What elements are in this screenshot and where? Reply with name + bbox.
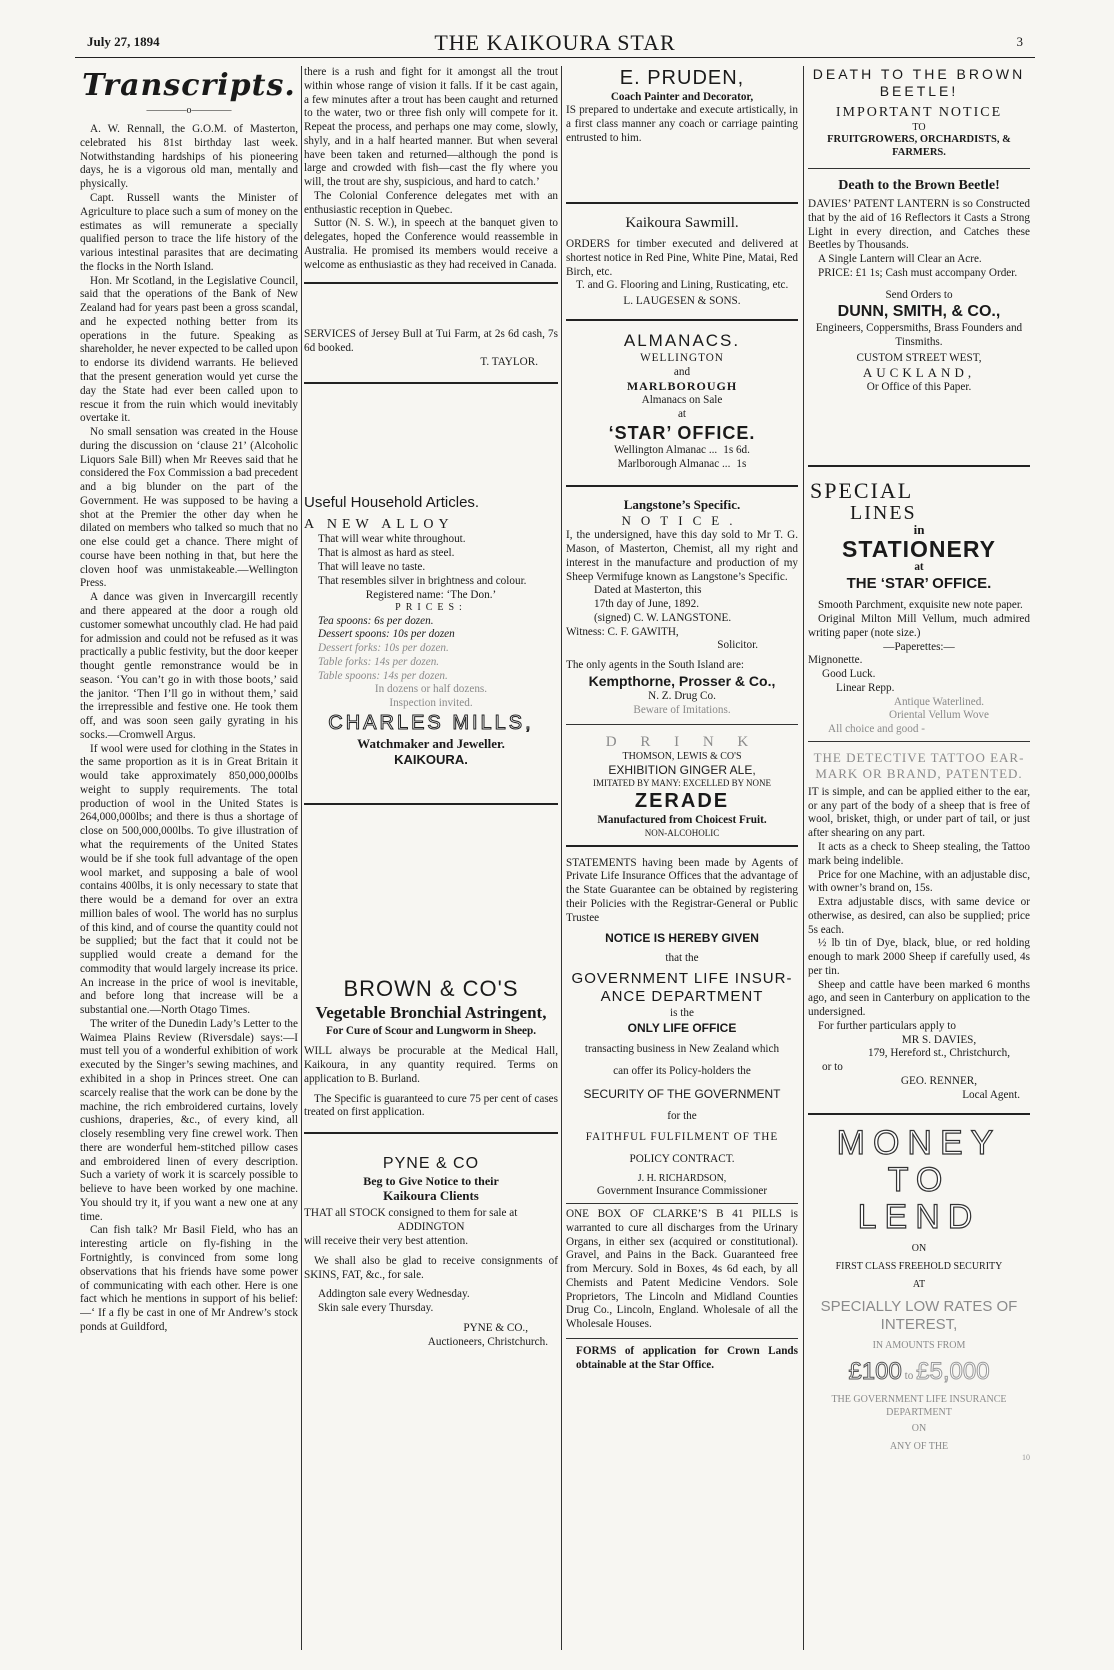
ad-line: Witness: C. F. GAWITH,: [566, 625, 679, 638]
amount-to: £5,000: [916, 1357, 990, 1385]
ad-trade: Coach Painter and Decorator,: [610, 90, 754, 103]
ad-body: WILL always be procurable at the Medical Hall, Kaikoura, in any quantity required. Terms on application to B. Burland.: [304, 1045, 558, 1085]
ad-line: Skin sale every Thursday.: [318, 1302, 434, 1315]
ad-line: EXHIBITION GINGER ALE,: [608, 763, 756, 778]
ad-subtitle: Vegetable Bronchial Astringent,: [315, 1002, 547, 1022]
ad-line: WELLINGTON: [640, 351, 724, 364]
ad-title: PYNE & CO: [382, 1155, 480, 1173]
ad-line: FIRST CLASS FREEHOLD SECURITY: [835, 1261, 1003, 1272]
ad-line: Death to the Brown Beetle!: [838, 177, 1000, 193]
article-paragraph: No small sensation was created in the House during the discussion on ‘clause 21’ (Alcoholic Liquors Sale Bill) when Mr Reeves said that he considered the Fox Commission a bad precedent and a big blunder on the part of the Government. He was supposed to be having a shot at the Premier the other day when he dilated on members who talked so much that no one else could get a chance. There might of course have been nothing in that, but here the cloven hoof was unmistakeable.—Wellington Press.: [80, 426, 298, 590]
ad-text: SERVICES of Jersey Bull at Tui Farm, at 2s 6d cash, 7s 6d booked.: [304, 328, 558, 355]
langstone-ad: [566, 497, 798, 717]
ad-line: THE GOVERNMENT LIFE INSURANCE: [831, 1394, 1007, 1406]
ad-line: Addington sale every Wednesday.: [318, 1288, 470, 1301]
article-paragraph: Suttor (N. S. W.), in speech at the banquet given to delegates, hoped the Conference would reassemble in Australia. He promised its members would receive a welcome as enthusiastic as they had received in Canada.: [304, 217, 558, 271]
ad-line: can offer its Policy-holders the: [613, 1065, 751, 1078]
ad-line: will receive their very best attention.: [304, 1234, 469, 1247]
star-office: ‘STAR’ OFFICE.: [608, 422, 756, 443]
ad-line: TO: [912, 121, 926, 133]
ad-title: ALMANACS.: [623, 330, 741, 350]
column-3: [566, 66, 798, 1646]
pyne-ad: [304, 1154, 558, 1349]
ad-body: I, the undersigned, have this day sold to Mr T. G. Mason, of Masterton, Chemist, all my right and interest in the manufacture and production of my Sheep Vermifuge known as Langstone’s Specific.: [566, 529, 798, 583]
ad-title: STATIONERY: [842, 536, 996, 563]
ad-line: AT: [912, 1279, 926, 1291]
ad-for: For Cure of Scour and Lungworm in Sheep.: [325, 1025, 537, 1038]
ad-line: is the: [670, 1006, 694, 1019]
ad-body: IS prepared to undertake and execute artistically, in a first class manner any coach or carriage painting entrusted to him.: [566, 104, 798, 144]
page-stamp: 10: [1022, 1453, 1030, 1463]
ad-body: Price for one Machine, with an adjustable disc, with owner’s brand on, 15s.: [808, 868, 1030, 895]
ad-line: at: [677, 407, 687, 420]
ad-line: Inspection invited.: [389, 697, 473, 710]
ad-line: that the: [665, 952, 699, 965]
ad-signature: 179, Hereford st., Christchurch,: [868, 1047, 1010, 1060]
ad-line: Almanacs on Sale: [641, 394, 723, 407]
ad-line: Engineers, Coppersmiths, Brass Founders and Tinsmiths.: [815, 322, 1023, 348]
article-paragraph: A dance was given in Invercargill recently and there appeared at the door a rough old customer somewhat uncouthly clad. He had paid for admission and could not be refused as it was practically a public festivity, but the door keeper thought gentle remonstrance would be in season. ‘You can’t go in with those boots,’ said the janitor. ‘Then I’ll go in without them,’ said the irrepressible and festive one. He took them off, and was soon seen gaily gyrating in his socks.—Cromwell Argus.: [80, 591, 298, 741]
ad-signature: GEO. RENNER,: [900, 1075, 978, 1087]
ad-line: IMPORTANT NOTICE: [835, 105, 1003, 121]
ad-title: Useful Household Articles.: [304, 493, 480, 511]
amount-from: £100: [848, 1357, 902, 1385]
ad-line: to: [904, 1369, 914, 1382]
ad-line: NON-ALCOHOLIC: [644, 827, 720, 838]
ad-signature: Auctioneers, Christchurch.: [427, 1335, 548, 1348]
ad-line: CUSTOM STREET WEST,: [856, 351, 982, 364]
ad-signature: J. H. RICHARDSON,: [637, 1172, 727, 1184]
section-heading: Transcripts.: [82, 68, 296, 103]
article-paragraph: Hon. Mr Scotland, in the Legislative Council, said that the operations of the Bank of New Zealand had for years past been a gross scandal, and he expected nothing better from its operations in the future. Speaking as shareholder, he never expected to be called upon to endorse its dividend warrants. He believed that the present generation would yet curse the day the State had ever been called upon to rescue it from the ruin which would inevitably overtake it.: [80, 274, 298, 425]
ad-title: THE ‘STAR’ OFFICE.: [846, 574, 992, 592]
ad-line: That resembles silver in brightness and colour.: [318, 574, 527, 587]
newspaper-title: THE KAIKOURA STAR: [434, 30, 676, 55]
ad-signature: L. LAUGESEN & SONS.: [623, 295, 741, 308]
column-rule: [301, 66, 302, 1650]
sawmill-ad: [566, 214, 798, 309]
ad-line: Oriental Vellum Wove: [889, 709, 989, 722]
article-paragraph: The Colonial Conference delegates met with an enthusiastic reception in Quebec.: [304, 189, 558, 216]
ad-line: Antique Waterlined.: [893, 695, 985, 708]
ad-line: or to: [822, 1061, 843, 1074]
ad-body: ORDERS for timber executed and delivered at shortest notice in Red Pine, White Pine, Matai, Red Birch, etc.: [566, 238, 798, 278]
ad-line: Beg to Give Notice to their: [363, 1173, 499, 1188]
tattoo-ad: [808, 750, 1030, 1103]
ad-firm: DUNN, SMITH, & CO.,: [837, 303, 1001, 321]
ad-signature: MR S. DAVIES,: [901, 1033, 977, 1046]
ad-line: FRUITGROWERS, ORCHARDISTS, & FARMERS.: [827, 133, 1011, 158]
column-rule: [803, 66, 804, 1650]
ad-line: Dated at Masterton, this: [594, 584, 702, 597]
article-paragraph: there is a rush and fight for it amongst all the trout within whose range of vision it falls. If it be cast again, a few minutes after a trout has been caught and returned to the water, two or three fish only will compete for it. Repeat the process, and perhaps one may come, slowly, shyly, and in a half hearted manner. But when several have been taken and returned—although the pond is large and crowded with fish—cast the fly where you will, the trout are shy, suspicious, and hard to catch.’: [304, 66, 558, 189]
ad-line: and: [673, 365, 691, 378]
ad-line: Kaikoura Clients: [383, 1188, 479, 1204]
ad-line: A Single Lantern will Clear an Acre.: [818, 253, 982, 266]
ad-lead: A NEW ALLOY: [304, 517, 454, 533]
ad-line: In dozens or half dozens.: [374, 683, 488, 696]
ad-line: ON: [911, 1422, 927, 1434]
ad-maker: CHARLES MILLS,: [328, 711, 534, 734]
price-item: Tea spoons: 6s per dozen.: [318, 614, 434, 627]
ad-title: MONEY TO: [836, 1123, 1002, 1199]
services-ad: [304, 328, 558, 369]
ad-line: IN AMOUNTS FROM: [872, 1340, 966, 1352]
price-name: Marlborough Almanac ...: [617, 457, 731, 470]
ad-line: All choice and good -: [828, 723, 925, 736]
ad-title: Langstone’s Specific.: [623, 497, 741, 513]
ad-line: for the: [667, 1109, 697, 1122]
ad-body: IT is simple, and can be applied either to the ear, or any part of the body of a sheep that is free of wool, brisket, thigh, or under part of tail, or just after shearing on any part.: [808, 785, 1030, 840]
money-ad: [808, 1125, 1030, 1464]
ad-line: PRICE: £1 1s; Cash must accompany Order.: [818, 266, 1018, 279]
ad-title: BROWN & CO'S: [343, 976, 519, 1002]
ad-line: That is almost as hard as steel.: [318, 547, 455, 560]
ad-signature: Government Insurance Commissioner: [596, 1185, 768, 1198]
almanacs-ad: [566, 331, 798, 471]
ad-line: AUCKLAND,: [862, 365, 976, 381]
ad-body: STATEMENTS having been made by Agents of Private Life Insurance Offices that the advantage of the State Guarantee can be obtained by registering their Policies with the Registrar-General or Public Trustee: [566, 856, 798, 924]
ad-line: Mignonette.: [808, 654, 863, 667]
ad-line: Good Luck.: [822, 668, 876, 681]
ad-signature: T. TAYLOR.: [480, 356, 538, 369]
ad-line: SECURITY OF THE GOVERNMENT: [583, 1086, 781, 1101]
ad-title: LEND: [857, 1198, 981, 1237]
ad-line: ANCE DEPARTMENT: [600, 988, 764, 1006]
ad-line: SPECIALLY LOW RATES OF: [820, 1297, 1018, 1315]
ad-town: KAIKOURA.: [394, 751, 468, 767]
article-paragraph: A. W. Rennall, the G.O.M. of Masterton, celebrated his 81st birthday last week. Notwithstanding hardships of his pioneering days, he is a vigorous old man, mentally and physically.: [80, 123, 298, 191]
price-item: Table forks: 14s per dozen.: [318, 655, 440, 668]
column-4: [808, 66, 1030, 1646]
ad-line: MARLBOROUGH: [626, 379, 738, 394]
ad-trade: Watchmaker and Jeweller.: [357, 735, 505, 751]
ad-title: BEETLE!: [879, 83, 959, 100]
notice-heading: NOTICE.: [621, 513, 743, 529]
ad-line: Beware of Imitations.: [633, 703, 731, 716]
column-transcripts: [80, 66, 298, 1646]
ad-line: Solicitor.: [717, 639, 758, 652]
ad-line: at: [914, 561, 924, 574]
ad-line: ONLY LIFE OFFICE: [627, 1020, 737, 1035]
brown-ad: [304, 975, 558, 1120]
ad-line: ON: [911, 1242, 927, 1254]
ad-line: Registered name: ‘The Don.’: [365, 588, 497, 601]
article-paragraph: Capt. Russell wants the Minister of Agriculture to place such a sum of money on the estimates as will remunerate a specially qualified person to trace the life history of the various intestinal parasites that are decimating the flocks in the North Island.: [80, 192, 298, 273]
stationery-ad: [808, 477, 1030, 737]
ad-title: Kaikoura Sawmill.: [625, 214, 739, 231]
ad-title: DEATH TO THE BROWN: [812, 66, 1026, 82]
zerade: ZERADE: [634, 790, 730, 813]
page-number: 3: [1016, 34, 1023, 49]
price-item: Dessert forks: 10s per dozen.: [318, 642, 449, 655]
ad-guarantee: The Specific is guaranteed to cure 75 per cent of cases treated on first application.: [304, 1092, 558, 1119]
ad-line: That will wear white throughout.: [318, 533, 466, 546]
ad-signature: PYNE & CO.,: [463, 1321, 528, 1334]
column-2: [304, 66, 558, 1646]
ad-line: Linear Repp.: [836, 681, 895, 694]
prices-heading: PRICES:: [395, 602, 467, 614]
ad-line: Or Office of this Paper.: [866, 381, 972, 394]
ad-place: ADDINGTON: [397, 1221, 465, 1234]
ad-title: SPECIAL: [810, 478, 914, 504]
ad-line: That will leave no taste.: [318, 560, 426, 573]
ad-line: Original Milton Mill Vellum, much admired writing paper (note size.): [808, 613, 1030, 639]
article-paragraph: The writer of the Dunedin Lady’s Letter to the Waimea Plains Review (Riversdale) says:—I must tell you of a wonderful exhibition of work executed by the Singer’s sewing machines, and exhibited in a shop in Princes street. One can scarcely realise that the work can be done by the machine, the rich embroidered curtains, lovely cushions, draperies, &c., of every kind, all closely resembling very fine crewel work. Then there are wonderful hem-stitched pillow cases and embroidered linen of every description. Such a variety of work it is scarcely possible to believe to have been worked by one machine. You should try it, if you want a new one at any time.: [80, 1017, 298, 1223]
beetle-ad: [808, 66, 1030, 395]
price-item: Table spoons: 14s per dozen.: [318, 669, 448, 682]
ad-line: Send Orders to: [885, 288, 953, 301]
ornament: ————o————: [146, 104, 232, 116]
ad-line: Smooth Parchment, exquisite new note paper.: [818, 599, 1023, 612]
household-ad: [304, 494, 558, 768]
ad-line: transacting business in New Zealand which: [584, 1043, 780, 1056]
ad-line: DEPARTMENT: [886, 1406, 952, 1418]
ad-line: THOMSON, LEWIS & CO'S: [622, 751, 742, 763]
ad-body: DAVIES’ PATENT LANTERN is so Constructed that by the aid of 16 Reflectors it Casts a Strong Light in every direction, and Catches these Beetles by Thousands.: [808, 197, 1030, 252]
ad-line: POLICY CONTRACT.: [629, 1153, 735, 1166]
price-value: 1s: [736, 457, 747, 470]
govt-insurance-ad: [566, 857, 798, 1199]
article-paragraph: If wool were used for clothing in the States in the same proportion as it is in Great Britain it would take approximately 850,000,000lbs weight to supply requirements. The total production of wool in the United States is 264,000,000lbs; and there is thus a shortage of close on 500,000,000lbs. To give illustration of what the requirements of the United States would be if she took full advantage of the open wool market, and supposing a bale of wool contains 400lbs, it is only necessary to state that there would be a demand for over an extra million bales of wool. The world has no surplus of this kind, and of course the quantity could not be supplied; but the fact that it could not be supplied would create a demand for the commodity that would largely increase its price. An increase in the price of wool is inevitable, and before long that increase will be a substantial one.—North Otago Times.: [80, 742, 298, 1017]
ad-line: ANY OF THE: [889, 1441, 949, 1453]
ad-line: FAITHFUL FULFILMENT OF THE: [585, 1131, 779, 1144]
ad-line: —Paperettes:—: [883, 640, 955, 653]
ad-line: Manufactured from Choicest Fruit.: [597, 813, 767, 826]
price-name: Wellington Almanac ...: [614, 443, 718, 456]
masthead: [75, 28, 1035, 58]
ad-title: LINES: [850, 502, 917, 525]
ad-title: D R I N K: [605, 733, 759, 750]
ad-body: Extra adjustable discs, with same device or otherwise, as desired, can also be supplied; price 5s each.: [808, 896, 1030, 936]
ad-body: ½ lb tin of Dye, black, blue, or red holding enough to mark 2000 Sheep if carefully used, 4s per tin.: [808, 937, 1030, 977]
ad-line: (signed) C. W. LANGSTONE.: [594, 611, 732, 624]
ad-line: IMITATED BY MANY: EXCELLED BY NONE: [592, 778, 772, 789]
pruden-ad: [566, 66, 798, 146]
price-item: Dessert spoons: 10s per dozen: [318, 628, 455, 641]
ad-line: INTEREST,: [880, 1316, 958, 1334]
ad-line: The only agents in the South Island are:: [566, 659, 745, 672]
article-paragraph: Can fish talk? Mr Basil Field, who has an interesting article on fly-fishing in the Fortnightly, is convinced from some long observations that his friends have some power of communicating with each other. Here is one fact which he mentions in support of his belief:—‘ If a fly be cast in one of Mr Andrew’s stock ponds at Guildford,: [80, 1224, 298, 1333]
column-rule: [561, 66, 562, 1650]
ad-line: GOVERNMENT LIFE INSUR-: [571, 969, 793, 987]
ad-body: Sheep and cattle have been marked 6 months ago, and seen in Canterbury on application to the undersigned.: [808, 978, 1030, 1019]
ad-line: N. Z. Drug Co.: [648, 690, 716, 703]
agent-name: Kempthorne, Prosser & Co.,: [588, 672, 776, 689]
ad-line: in: [913, 522, 925, 538]
forms-ad: FORMS of application for Crown Lands obtainable at the Star Office.: [576, 1344, 798, 1371]
clarke-ad: ONE BOX OF CLARKE’S B 41 PILLS is warranted to cure all discharges from the Urinary Organs, in either sex (acquired or constitutional). Gravel, and Pains in the Back. Guaranteed free from Mercury. Sold in Boxes, 4s 6d each, by all Chemists and Patent Medicine Vendors. Sole Proprietors, The Lincoln and Midland Counties Drug Co., Lincoln, England. Wholesale of all the Wholesale Houses.: [566, 1208, 798, 1331]
ad-title: THE DETECTIVE TATTOO EAR-MARK OR BRAND, PATENTED.: [813, 749, 1025, 781]
ad-line: NOTICE IS HEREBY GIVEN: [605, 931, 759, 946]
price-value: 1s 6d.: [723, 443, 750, 456]
drink-ad: [566, 733, 798, 839]
ad-line: We shall also be glad to receive consignments of SKINS, FAT, &c., for sale.: [304, 1254, 558, 1281]
ad-signature: Local Agent.: [962, 1088, 1020, 1101]
ad-body: For further particulars apply to: [818, 1019, 956, 1032]
ad-line: 17th day of June, 1892.: [594, 598, 700, 611]
ad-title: E. PRUDEN,: [619, 67, 745, 89]
ad-body: THAT all STOCK consigned to them for sale at: [304, 1207, 518, 1220]
ad-body: It acts as a check to Sheep stealing, the Tattoo mark being indelible.: [808, 840, 1030, 867]
issue-date: July 27, 1894: [87, 34, 160, 49]
ad-body: T. and G. Flooring and Lining, Rusticating, etc.: [576, 279, 789, 292]
